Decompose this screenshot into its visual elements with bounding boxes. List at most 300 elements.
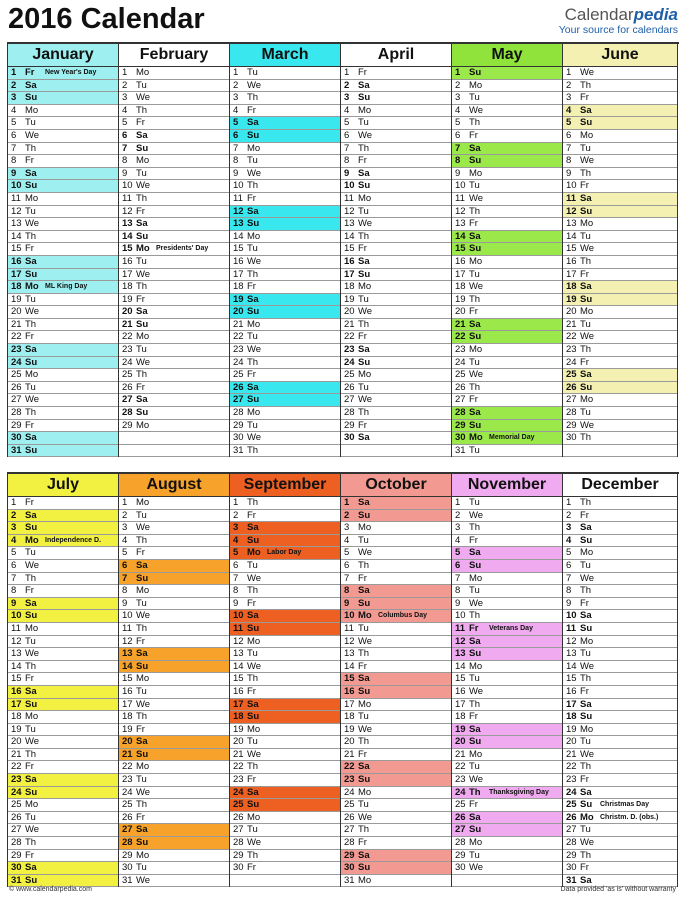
day-weekday: Su [358, 774, 371, 786]
day-number: 15 [11, 673, 22, 685]
day-weekday: Sa [247, 117, 259, 129]
day-row [230, 787, 340, 800]
day-weekday: Su [25, 698, 38, 710]
day-row [563, 331, 677, 344]
day-weekday: We [247, 748, 262, 760]
day-number: 8 [11, 585, 17, 597]
day-number: 16 [11, 685, 22, 697]
day-number: 3 [344, 92, 350, 104]
day-number: 26 [233, 811, 244, 823]
day-row [563, 319, 677, 332]
day-row [8, 432, 118, 445]
day-weekday: Sa [136, 824, 148, 836]
day-row [563, 547, 677, 560]
day-number: 11 [455, 622, 466, 634]
day-row [8, 648, 118, 661]
day-row [452, 306, 562, 319]
day-number: 21 [566, 748, 577, 760]
day-row [452, 92, 562, 105]
day-weekday: Mo [25, 799, 39, 811]
day-number: 21 [344, 748, 355, 760]
day-weekday: Th [247, 268, 259, 280]
day-weekday: Th [247, 444, 259, 456]
day-row [341, 105, 451, 118]
brand-tagline: Your source for calendars [558, 24, 678, 36]
day-weekday: Th [358, 407, 370, 419]
day-weekday: Sa [358, 344, 370, 356]
day-weekday: Tu [358, 293, 369, 305]
day-weekday: Tu [136, 597, 147, 609]
day-weekday: Sa [136, 648, 148, 660]
day-row [119, 180, 229, 193]
day-number: 2 [11, 79, 17, 91]
day-row [341, 585, 451, 598]
day-row [8, 749, 118, 762]
month-september [230, 474, 341, 887]
day-number: 28 [344, 837, 355, 849]
day-weekday: Mo [469, 748, 483, 760]
day-number: 24 [122, 356, 133, 368]
day-number: 4 [455, 104, 461, 116]
day-row [341, 623, 451, 636]
day-number: 2 [122, 79, 128, 91]
day-row [8, 218, 118, 231]
day-row [341, 92, 451, 105]
day-weekday: Tu [247, 824, 258, 836]
day-number: 25 [11, 799, 22, 811]
day-weekday: Mo [136, 331, 150, 343]
day-number: 23 [11, 344, 22, 356]
day-weekday: Sa [358, 497, 370, 508]
day-number: 28 [566, 837, 577, 849]
day-weekday: Sa [358, 79, 370, 91]
day-row [230, 243, 340, 256]
day-row [230, 420, 340, 433]
day-weekday: Tu [469, 92, 480, 104]
calendar-second-half [7, 472, 679, 887]
brand-name-italic: pedia [633, 5, 678, 24]
day-weekday: Th [358, 648, 370, 660]
day-row [8, 294, 118, 307]
day-weekday: Su [469, 67, 482, 78]
day-number: 27 [233, 394, 244, 406]
day-row [341, 812, 451, 825]
day-row [563, 117, 677, 130]
day-number: 9 [11, 597, 17, 609]
day-weekday: Fr [136, 547, 145, 559]
day-row [563, 610, 677, 623]
day-number: 28 [122, 837, 133, 849]
day-weekday: We [469, 104, 484, 116]
day-number: 7 [233, 572, 239, 584]
day-number: 15 [122, 243, 133, 255]
day-number: 24 [455, 786, 466, 798]
day-row [452, 585, 562, 598]
day-number: 17 [344, 698, 355, 710]
day-row [230, 598, 340, 611]
day-number: 14 [455, 660, 466, 672]
day-number: 19 [122, 723, 133, 735]
day-weekday: Th [580, 497, 592, 508]
day-number: 13 [11, 218, 22, 230]
day-row [8, 585, 118, 598]
day-row [452, 724, 562, 737]
day-row [563, 168, 677, 181]
day-weekday: Th [247, 180, 259, 192]
day-weekday: Su [580, 799, 593, 811]
day-weekday: Fr [247, 192, 256, 204]
day-number: 15 [455, 673, 466, 685]
day-number: 16 [344, 685, 355, 697]
day-row [230, 862, 340, 875]
day-weekday: Fr [469, 711, 478, 723]
day-number: 6 [233, 559, 239, 571]
day-weekday: Mo [247, 407, 261, 419]
day-row [563, 256, 677, 269]
day-number: 19 [11, 293, 22, 305]
day-row [119, 331, 229, 344]
day-number: 1 [122, 67, 128, 78]
day-weekday: Fr [25, 585, 34, 597]
day-row [119, 357, 229, 370]
day-number: 26 [233, 381, 244, 393]
day-weekday: Su [247, 799, 260, 811]
day-number: 16 [233, 685, 244, 697]
day-number: 14 [344, 230, 355, 242]
day-weekday: Tu [25, 117, 36, 129]
day-number: 22 [566, 331, 577, 343]
day-row [563, 80, 677, 93]
day-row [119, 155, 229, 168]
day-number: 21 [344, 318, 355, 330]
day-weekday: Su [469, 331, 482, 343]
day-weekday: Mo [580, 129, 594, 141]
day-number: 7 [122, 142, 128, 154]
day-row [563, 306, 677, 319]
day-weekday: Fr [469, 799, 478, 811]
day-number: 29 [566, 419, 577, 431]
day-weekday: Su [580, 534, 593, 546]
day-row [8, 673, 118, 686]
day-row [563, 623, 677, 636]
day-row [8, 560, 118, 573]
day-weekday: Mo [580, 218, 594, 230]
day-row [563, 281, 677, 294]
day-number: 13 [455, 648, 466, 660]
day-row [230, 761, 340, 774]
day-row [8, 117, 118, 130]
day-row [341, 155, 451, 168]
day-row [563, 686, 677, 699]
day-number: 4 [566, 534, 572, 546]
footer-copyright: © www.calendarpedia.com [9, 886, 92, 893]
day-row [452, 749, 562, 762]
day-weekday: We [358, 811, 373, 823]
day-row [8, 787, 118, 800]
month-june [563, 44, 678, 457]
day-number: 24 [344, 356, 355, 368]
day-weekday: Mo [580, 394, 594, 406]
day-number: 28 [233, 837, 244, 849]
holiday-label: Christm. D. (obs.) [600, 813, 659, 821]
day-weekday: Tu [247, 736, 258, 748]
day-number: 25 [122, 369, 133, 381]
day-weekday: Sa [469, 635, 481, 647]
day-number: 25 [11, 369, 22, 381]
day-number: 25 [566, 369, 577, 381]
day-number: 17 [455, 698, 466, 710]
day-number: 26 [566, 811, 577, 823]
day-number: 4 [344, 104, 350, 116]
day-weekday: Mo [358, 369, 372, 381]
day-row [563, 598, 677, 611]
day-number: 6 [11, 129, 17, 141]
day-row [230, 117, 340, 130]
day-weekday: Tu [469, 180, 480, 192]
holiday-label: Thanksgiving Day [489, 788, 549, 796]
day-weekday: Sa [580, 874, 592, 886]
day-number: 30 [566, 432, 577, 444]
day-number: 4 [455, 534, 461, 546]
day-empty [341, 445, 451, 458]
day-weekday: Th [247, 673, 259, 685]
day-number: 11 [233, 192, 243, 204]
day-weekday: Mo [247, 547, 261, 559]
day-weekday: We [469, 685, 484, 697]
day-number: 16 [122, 255, 133, 267]
day-number: 16 [233, 255, 244, 267]
day-number: 2 [455, 509, 461, 521]
day-number: 6 [566, 559, 572, 571]
day-number: 27 [233, 824, 244, 836]
day-number: 29 [11, 419, 22, 431]
day-number: 8 [566, 585, 572, 597]
holiday-label: ML King Day [45, 283, 88, 291]
day-number: 17 [566, 268, 577, 280]
day-weekday: We [358, 547, 373, 559]
day-number: 1 [455, 67, 461, 78]
day-number: 29 [344, 849, 355, 861]
day-number: 12 [566, 205, 577, 217]
day-number: 19 [344, 293, 355, 305]
day-row [452, 80, 562, 93]
day-weekday: We [580, 748, 595, 760]
day-number: 4 [11, 104, 17, 116]
day-number: 6 [122, 559, 128, 571]
day-empty [119, 432, 229, 445]
day-number: 12 [233, 205, 244, 217]
day-number: 9 [122, 597, 128, 609]
day-number: 25 [455, 799, 466, 811]
day-weekday: Th [25, 142, 37, 154]
day-row [8, 369, 118, 382]
day-number: 16 [455, 255, 466, 267]
day-weekday: We [247, 432, 262, 444]
day-number: 5 [455, 547, 461, 559]
day-row [8, 168, 118, 181]
day-number: 6 [11, 559, 17, 571]
day-weekday: Fr [25, 761, 34, 773]
day-row [119, 394, 229, 407]
day-weekday: Mo [358, 522, 372, 534]
day-row [452, 218, 562, 231]
day-row [8, 636, 118, 649]
day-row [341, 168, 451, 181]
day-weekday: Mo [25, 711, 39, 723]
month-january [8, 44, 119, 457]
day-row [8, 143, 118, 156]
day-weekday: We [247, 255, 262, 267]
day-row [452, 432, 562, 445]
day-row [8, 573, 118, 586]
day-weekday: Tu [469, 673, 480, 685]
day-row [452, 407, 562, 420]
day-row [8, 799, 118, 812]
day-row [8, 206, 118, 219]
day-number: 20 [11, 306, 22, 318]
month-december [563, 474, 678, 887]
day-row [452, 573, 562, 586]
day-weekday: Fr [469, 622, 479, 634]
day-number: 26 [455, 381, 466, 393]
day-row [341, 407, 451, 420]
day-row [341, 761, 451, 774]
day-number: 27 [566, 824, 577, 836]
month-name: January [8, 44, 118, 67]
day-row [119, 67, 229, 80]
day-weekday: Tu [358, 381, 369, 393]
holiday-label: New Year's Day [45, 69, 97, 76]
day-row [119, 281, 229, 294]
day-weekday: Sa [136, 736, 148, 748]
day-row [230, 357, 340, 370]
day-row [230, 80, 340, 93]
day-weekday: Mo [358, 192, 372, 204]
day-weekday: Fr [25, 849, 34, 861]
day-weekday: Mo [469, 572, 483, 584]
day-number: 20 [344, 736, 355, 748]
day-row [8, 774, 118, 787]
day-row [8, 686, 118, 699]
day-weekday: Su [247, 394, 260, 406]
day-number: 24 [11, 356, 22, 368]
day-weekday: Mo [25, 281, 39, 293]
day-number: 27 [566, 394, 577, 406]
day-row [230, 724, 340, 737]
day-number: 4 [344, 534, 350, 546]
day-weekday: Su [247, 622, 260, 634]
day-row [563, 432, 677, 445]
day-weekday: Mo [136, 497, 150, 508]
day-weekday: Fr [136, 293, 145, 305]
day-number: 1 [455, 497, 461, 508]
day-number: 24 [11, 786, 22, 798]
day-weekday: Fr [25, 673, 34, 685]
day-row [119, 636, 229, 649]
day-number: 31 [233, 444, 244, 456]
day-number: 31 [455, 444, 466, 456]
day-weekday: Mo [136, 585, 150, 597]
day-number: 16 [344, 255, 355, 267]
day-weekday: Mo [358, 786, 372, 798]
day-row [452, 774, 562, 787]
day-number: 2 [344, 509, 350, 521]
day-number: 30 [11, 862, 22, 874]
day-number: 23 [11, 774, 22, 786]
day-number: 18 [455, 711, 466, 723]
day-number: 3 [566, 522, 572, 534]
day-row [8, 269, 118, 282]
holiday-label: Labor Day [267, 549, 302, 557]
day-number: 17 [566, 698, 577, 710]
day-number: 13 [566, 218, 577, 230]
day-row [452, 787, 562, 800]
day-row [452, 331, 562, 344]
day-row [8, 105, 118, 118]
day-weekday: Tu [247, 559, 258, 571]
day-number: 29 [455, 849, 466, 861]
day-number: 29 [233, 419, 244, 431]
day-weekday: We [247, 344, 262, 356]
day-weekday: Su [469, 243, 482, 255]
day-weekday: Fr [358, 67, 367, 78]
day-weekday: Tu [136, 862, 147, 874]
day-row [341, 206, 451, 219]
day-number: 3 [455, 92, 461, 104]
day-row [452, 369, 562, 382]
day-weekday: Sa [469, 318, 481, 330]
day-empty [119, 445, 229, 458]
day-row [341, 673, 451, 686]
day-weekday: Tu [136, 79, 147, 91]
day-row [119, 736, 229, 749]
day-row [119, 749, 229, 762]
day-weekday: Mo [469, 79, 483, 91]
day-weekday: Fr [247, 862, 256, 874]
day-row [119, 699, 229, 712]
day-number: 7 [566, 572, 572, 584]
day-number: 8 [344, 155, 350, 167]
day-number: 12 [11, 635, 22, 647]
day-row [119, 168, 229, 181]
day-row [341, 143, 451, 156]
month-name: November [452, 474, 562, 497]
day-weekday: Su [580, 381, 593, 393]
day-row [8, 445, 118, 458]
day-row [563, 699, 677, 712]
day-row [8, 761, 118, 774]
day-number: 19 [11, 723, 22, 735]
day-weekday: We [25, 218, 40, 230]
day-row [563, 535, 677, 548]
day-weekday: Fr [136, 117, 145, 129]
day-weekday: Su [580, 117, 593, 129]
day-number: 8 [11, 155, 17, 167]
day-weekday: Tu [247, 243, 258, 255]
day-row [119, 243, 229, 256]
day-weekday: We [136, 786, 151, 798]
day-weekday: Mo [358, 874, 372, 886]
day-weekday: Th [469, 293, 481, 305]
day-weekday: We [580, 67, 595, 78]
day-row [341, 837, 451, 850]
day-number: 19 [566, 723, 577, 735]
day-weekday: We [247, 837, 262, 849]
day-row [230, 573, 340, 586]
day-row [8, 357, 118, 370]
month-name: April [341, 44, 451, 67]
day-number: 3 [122, 92, 128, 104]
